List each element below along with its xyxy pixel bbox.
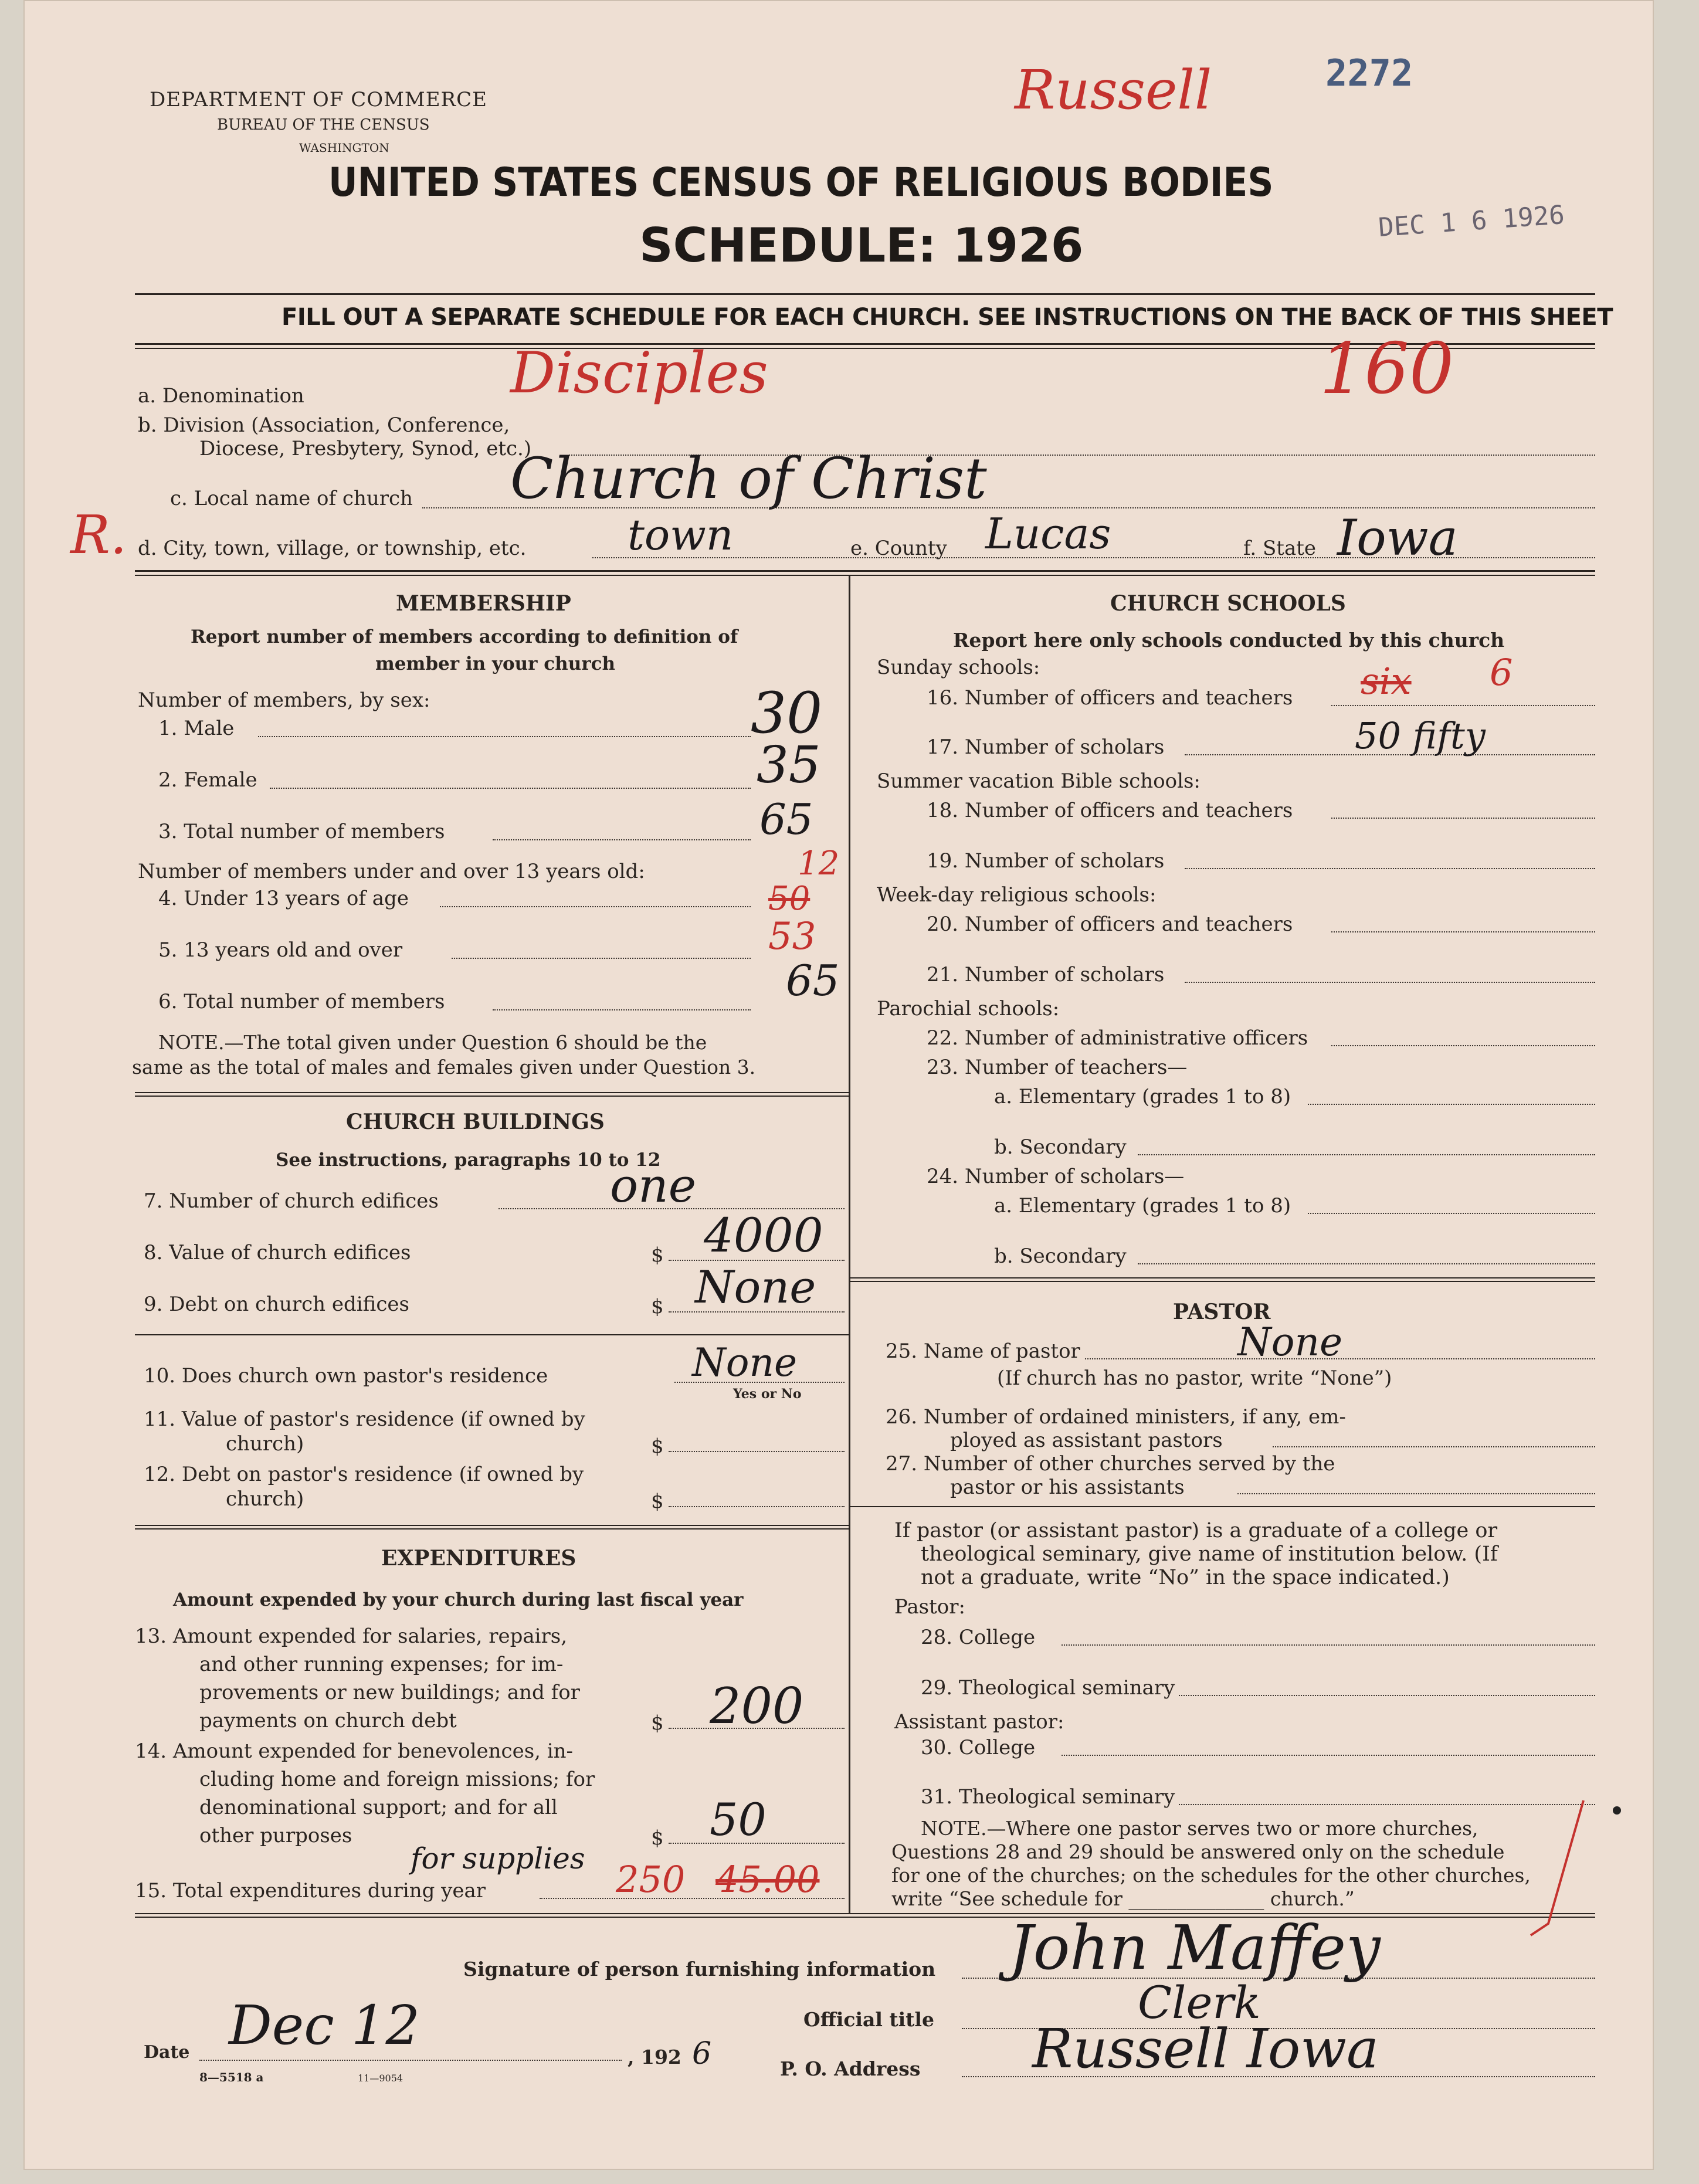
- official-title-value: Clerk: [1138, 1976, 1261, 2029]
- rule: [135, 1092, 849, 1093]
- q8-value: 4000: [704, 1208, 823, 1263]
- q29-answer-line: [1179, 1695, 1595, 1696]
- q26-label-line1: 26. Number of ordained ministers, if any, em-: [886, 1405, 1346, 1429]
- graduate-instruction-line1: If pastor (or assistant pastor) is a graduate of a college or: [894, 1519, 1498, 1542]
- date-value: Dec 12: [229, 1994, 420, 2057]
- q13-label-line4: payments on church debt: [199, 1709, 457, 1732]
- q15-label: 15. Total expenditures during year: [135, 1879, 486, 1902]
- membership-heading: MEMBERSHIP: [396, 591, 571, 616]
- q3-value: 65: [759, 795, 813, 844]
- q31-label: 31. Theological seminary: [921, 1785, 1175, 1809]
- state-value: Iowa: [1337, 509, 1458, 567]
- po-address-label: P. O. Address: [780, 2057, 921, 2080]
- buildings-heading: CHURCH BUILDINGS: [346, 1110, 605, 1134]
- q16-value: 6: [1490, 651, 1513, 694]
- q14-dollar: $: [651, 1826, 664, 1850]
- q1-leader: [258, 736, 751, 737]
- q28-label: 28. College: [921, 1626, 1036, 1649]
- margin-mark: R.: [70, 504, 127, 566]
- q25-note: (If church has no pastor, write “None”): [997, 1366, 1392, 1390]
- year-digit: 6: [692, 2036, 712, 2071]
- sunday-schools-label: Sunday schools:: [877, 656, 1040, 679]
- county-value: Lucas: [985, 509, 1111, 558]
- q11-label-line1: 11. Value of pastor's residence (if owned by: [144, 1408, 585, 1431]
- q2-label: 2. Female: [158, 768, 257, 792]
- summer-schools-label: Summer vacation Bible schools:: [877, 769, 1201, 793]
- q26-label-line2: ployed as assistant pastors: [950, 1429, 1223, 1452]
- q16-label: 16. Number of officers and teachers: [927, 686, 1293, 710]
- expenditures-heading: EXPENDITURES: [381, 1546, 576, 1571]
- q25-label: 25. Name of pastor: [886, 1339, 1080, 1363]
- q7-label: 7. Number of church edifices: [144, 1189, 439, 1213]
- q13-label-line2: and other running expenses; for im-: [199, 1653, 564, 1676]
- year-prefix: , 192: [628, 2046, 681, 2068]
- q18-label: 18. Number of officers and teachers: [927, 799, 1293, 822]
- q3-leader: [493, 839, 751, 840]
- q5-leader: [452, 958, 751, 959]
- state-label: f. State: [1243, 537, 1316, 560]
- q22-label: 22. Number of administrative officers: [927, 1026, 1308, 1050]
- official-title-label: Official title: [803, 2008, 934, 2031]
- yes-no-caption: Yes or No: [733, 1386, 802, 1402]
- q4-value: 12: [798, 845, 840, 883]
- under-over-label: Number of members under and over 13 years old:: [138, 860, 645, 883]
- rule: [135, 570, 1595, 572]
- print-number: 11—9054: [358, 2073, 403, 2084]
- q12-dollar: $: [651, 1490, 664, 1513]
- q11-dollar: $: [651, 1434, 664, 1458]
- q6-label: 6. Total number of members: [158, 990, 445, 1013]
- membership-intro-line2: member in your church: [375, 653, 616, 674]
- signature-label: Signature of person furnishing information: [463, 1958, 936, 1980]
- q23b-label: b. Secondary: [994, 1135, 1127, 1159]
- graduate-instruction-line2: theological seminary, give name of institution below. (If: [921, 1542, 1498, 1566]
- schedule-title: SCHEDULE: 1926: [639, 218, 1084, 273]
- q24a-label: a. Elementary (grades 1 to 8): [994, 1194, 1291, 1218]
- q24a-answer-line: [1308, 1213, 1595, 1214]
- q13-value: 200: [710, 1677, 804, 1735]
- q17-label: 17. Number of scholars: [927, 735, 1165, 759]
- q25-value: None: [1237, 1320, 1343, 1365]
- q26-answer-line: [1273, 1446, 1595, 1447]
- q27-label-line2: pastor or his assistants: [950, 1476, 1185, 1499]
- q23a-label: a. Elementary (grades 1 to 8): [994, 1085, 1291, 1108]
- po-address-value: Russell Iowa: [1032, 2017, 1379, 2080]
- q1-value: 30: [751, 680, 823, 746]
- q28-answer-line: [1062, 1644, 1595, 1646]
- denomination-label: a. Denomination: [138, 384, 304, 408]
- q27-answer-line: [1237, 1493, 1595, 1494]
- q14-value: 50: [710, 1793, 767, 1846]
- handwritten-place: Russell: [1015, 59, 1212, 121]
- pastor-note-line2: Questions 28 and 29 should be answered only on the schedule: [891, 1840, 1505, 1863]
- county-label: e. County: [850, 537, 947, 560]
- rule: [135, 575, 1595, 576]
- q12-answer-line: [669, 1506, 845, 1507]
- q9-value: None: [695, 1261, 816, 1313]
- handwritten-code: 160: [1320, 328, 1454, 410]
- q23a-answer-line: [1308, 1104, 1595, 1105]
- form-title: UNITED STATES CENSUS OF RELIGIOUS BODIES: [328, 160, 1274, 206]
- q18-answer-line: [1331, 818, 1595, 819]
- members-by-sex-label: Number of members, by sex:: [138, 689, 430, 712]
- q7-value: one: [610, 1158, 697, 1213]
- pastor-note-line4: write “See schedule for ______________ church.”: [891, 1887, 1355, 1910]
- city-name: WASHINGTON: [299, 141, 389, 155]
- q14-label-line2: cluding home and foreign missions; for: [199, 1768, 595, 1791]
- q9-dollar: $: [651, 1295, 664, 1318]
- q20-label: 20. Number of officers and teachers: [927, 913, 1293, 936]
- column-divider: [849, 576, 850, 1913]
- q9-label: 9. Debt on church edifices: [144, 1293, 409, 1316]
- q8-dollar: $: [651, 1243, 664, 1267]
- rule: [849, 1506, 1595, 1507]
- ink-dot: [1613, 1806, 1621, 1815]
- q19-label: 19. Number of scholars: [927, 849, 1165, 873]
- q30-label: 30. College: [921, 1736, 1036, 1759]
- q1-label: 1. Male: [158, 717, 235, 740]
- parochial-schools-label: Parochial schools:: [877, 997, 1060, 1020]
- rule: [135, 1528, 849, 1530]
- division-label-line2: Diocese, Presbytery, Synod, etc.): [199, 437, 532, 460]
- q8-label: 8. Value of church edifices: [144, 1241, 411, 1264]
- pastor-heading: PASTOR: [1173, 1300, 1271, 1324]
- q21-label: 21. Number of scholars: [927, 963, 1165, 986]
- schools-heading: CHURCH SCHOOLS: [1110, 591, 1346, 616]
- q23b-answer-line: [1138, 1154, 1595, 1155]
- city-label: d. City, town, village, or township, etc.: [138, 537, 527, 560]
- q11-label-line2: church): [226, 1432, 304, 1456]
- q16-struck-value: six: [1361, 660, 1412, 703]
- q12-label-line1: 12. Debt on pastor's residence (if owned by: [144, 1463, 584, 1486]
- q14-label-line4: other purposes: [199, 1824, 352, 1847]
- q15-struck-value: 45.00: [715, 1858, 820, 1901]
- rule: [849, 1281, 1595, 1282]
- q3-label: 3. Total number of members: [158, 820, 445, 843]
- location-answer-line: [592, 557, 1595, 558]
- q21-answer-line: [1185, 982, 1595, 983]
- q13-label-line1: 13. Amount expended for salaries, repairs,: [135, 1625, 568, 1648]
- q2-value: 35: [757, 736, 821, 795]
- schools-intro: Report here only schools conducted by this church: [953, 629, 1505, 652]
- denomination-value: Disciples: [510, 340, 768, 406]
- q24b-answer-line: [1138, 1263, 1595, 1264]
- q2-leader: [270, 788, 751, 789]
- q19-answer-line: [1185, 868, 1595, 869]
- pastor-note-line1: NOTE.—Where one pastor serves two or more churches,: [921, 1817, 1478, 1840]
- q27-label-line1: 27. Number of other churches served by the: [886, 1452, 1335, 1476]
- rule: [135, 1096, 849, 1097]
- dept-name: DEPARTMENT OF COMMERCE: [150, 88, 487, 111]
- q17-value: 50 fifty: [1355, 714, 1486, 757]
- q15-value: 250: [616, 1858, 686, 1901]
- q6-value: 65: [786, 956, 840, 1005]
- q16-answer-line: [1331, 705, 1595, 706]
- assistant-pastor-subheading: Assistant pastor:: [894, 1710, 1064, 1734]
- q5-label: 5. 13 years old and over: [158, 938, 403, 962]
- q23-label: 23. Number of teachers—: [927, 1056, 1188, 1079]
- q22-answer-line: [1331, 1045, 1595, 1046]
- city-value: town: [628, 510, 734, 559]
- q5-value: 53: [768, 915, 816, 958]
- division-label-line1: b. Division (Association, Conference,: [138, 413, 510, 437]
- q30-answer-line: [1062, 1755, 1595, 1756]
- q11-answer-line: [669, 1451, 845, 1452]
- pastor-subheading: Pastor:: [894, 1595, 965, 1619]
- q24b-label: b. Secondary: [994, 1244, 1127, 1268]
- q13-label-line3: provements or new buildings; and for: [199, 1681, 580, 1704]
- separate-schedule-instruction: FILL OUT A SEPARATE SCHEDULE FOR EACH CHURCH. SEE INSTRUCTIONS ON THE BACK OF THIS SHEET: [282, 304, 1613, 331]
- signature-value: John Maffey: [1009, 1912, 1381, 1983]
- membership-note-line1: NOTE.—The total given under Question 6 should be the: [158, 1031, 707, 1054]
- church-name-label: c. Local name of church: [170, 487, 413, 510]
- rule: [135, 293, 1595, 295]
- buildings-subheading: See instructions, paragraphs 10 to 12: [276, 1149, 661, 1171]
- q10-answer-line: [674, 1382, 845, 1383]
- rule: [135, 1525, 849, 1526]
- date-label: Date: [144, 2042, 190, 2063]
- graduate-instruction-line3: not a graduate, write “No” in the space indicated.): [921, 1566, 1450, 1589]
- church-name-value: Church of Christ: [510, 446, 987, 511]
- received-date-stamp: DEC 1 6 1926: [1377, 199, 1566, 243]
- q4-leader: [440, 906, 751, 907]
- q29-label: 29. Theological seminary: [921, 1676, 1175, 1700]
- census-form-sheet: [23, 0, 1654, 2170]
- form-number: 8—5518 a: [199, 2070, 264, 2084]
- q12-label-line2: church): [226, 1487, 304, 1511]
- membership-note-line2: same as the total of males and females given under Question 3.: [132, 1056, 756, 1079]
- q24-label: 24. Number of scholars—: [927, 1165, 1185, 1188]
- q13-dollar: $: [651, 1711, 664, 1735]
- q14-label-line1: 14. Amount expended for benevolences, in-: [135, 1739, 574, 1763]
- check-mark-stroke: [1525, 1795, 1595, 1947]
- expenditures-subheading: Amount expended by your church during last fiscal year: [173, 1589, 744, 1610]
- q15-answer-line: [540, 1898, 845, 1899]
- rule: [135, 1334, 849, 1335]
- q10-value: None: [692, 1340, 798, 1385]
- church-name-answer-line: [422, 507, 1595, 508]
- date-line: [199, 2060, 622, 2061]
- q6-leader: [493, 1009, 751, 1010]
- rule: [849, 1277, 1595, 1278]
- q20-answer-line: [1331, 931, 1595, 932]
- q10-label: 10. Does church own pastor's residence: [144, 1364, 548, 1388]
- stamp-number: 2272: [1325, 52, 1413, 94]
- q14-label-line3: denominational support; and for all: [199, 1796, 558, 1819]
- bureau-name: BUREAU OF THE CENSUS: [217, 116, 430, 134]
- pastor-note-line3: for one of the churches; on the schedules for the other churches,: [891, 1864, 1531, 1887]
- weekday-schools-label: Week-day religious schools:: [877, 883, 1157, 907]
- q4-struck-value: 50: [768, 880, 810, 918]
- q4-label: 4. Under 13 years of age: [158, 887, 409, 910]
- membership-intro-line1: Report number of members according to definition of: [191, 626, 738, 647]
- q14-handwritten-note: for supplies: [411, 1842, 585, 1876]
